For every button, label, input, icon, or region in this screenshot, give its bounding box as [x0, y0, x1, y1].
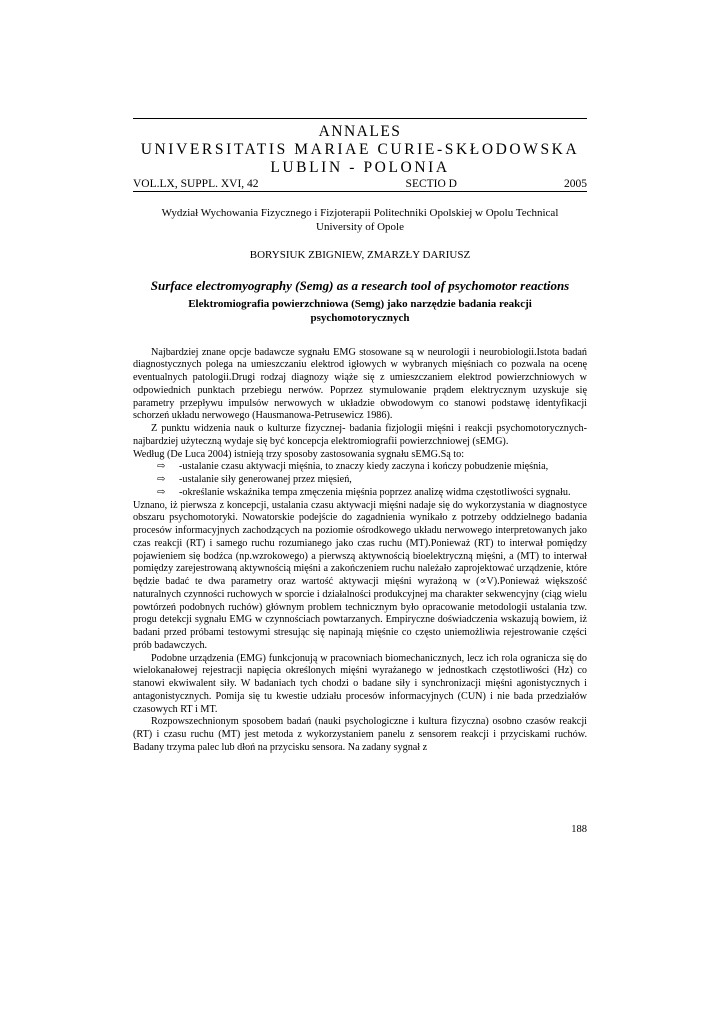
paragraph: Z punktu widzenia nauk o kulturze fizycznej- badania fizjologii mięśni i reakcji psychomotorycznych- najbardziej użyteczną wydaje się być koncepcja elektromiografii powierzchniowej (sEMG). [133, 423, 587, 447]
volume-row [133, 178, 587, 191]
paragraph: Uznano, iż pierwsza z koncepcji, ustalania czasu aktywacji mięśni nadaje się do wykorzystania w diagnostyce obszaru psychomotoryki. Nowatorskie podejście do zagadnienia wynikało z potrzeby oddzielnego badania procesów informacyjnych zachodzących na poziomie ośrodkowego układu nerwowego interpretowanych jako czas reakcji (RT) i samego ruchu rozumianego jako czas ruchu (MT).Ponieważ (RT) to interwał pomiędzy pojawieniem się bodźca (np.wzrokowego) a pierwszą aktywnością bioelektryczną mięśni, a (MT) to interwał pomiędzy zarejestrowaną aktywnością mięśni a zakończeniem ruchu należało zaprojektować urządzenie, które będzie badać te dwa parametry oraz wartość aktywacji mięśni wyrażoną w (∝V).Ponieważ większość naturalnych czynności ruchowych w sporcie i działalności produkcyjnej ma charakter sekwencyjny (ciąg wielu powtórzeń podobnych ruchów) głównym problem technicznym było opracowanie metodologii ustalania tzw. progu detekcji sygnału EMG w czynnościach powtarzanych. Empiryczne doświadczenia wskazują bowiem, iż badani przed próbami testowymi stresując się napinają mięśnie co często uniemożliwia rejestrowanie części prób badawczych. [133, 499, 587, 651]
list-item-text: -ustalanie siły generowanej przez mięsień, [179, 474, 352, 485]
paper-subtitle: Elektromiografia powierzchniowa (Semg) jako narzędzie badania reakcji psychomotorycznych [188, 297, 532, 324]
paragraph: Według (De Luca 2004) istnieją trzy sposoby zastosowania sygnału sEMG.Są to: [133, 448, 465, 460]
paragraph: Rozpowszechnionym sposobem badań (nauki psychologiczne i kultura fizyczna) osobno czasów reakcji (RT) i czasu ruchu (MT) jest metoda z wykorzystaniem panelu z sensorem reakcji i przyciskami ruchów. Badany trzyma palec lub dłoń na przycisku sensora. Na zadany sygnał z [133, 716, 587, 753]
list-item [133, 461, 587, 474]
arrow-right-outline-icon: ⇨ [157, 461, 166, 473]
header-bottom-rule [133, 191, 587, 192]
list-item-text: -określanie wskaźnika tempa zmęczenia mięśnia poprzez analizę widma częstotliwości sygnału. [179, 486, 571, 498]
list-item-text: -ustalanie czasu aktywacji mięśnia, to znaczy kiedy zaczyna i kończy pobudzenie mięśnia, [179, 461, 549, 473]
top-rule [133, 118, 587, 119]
list-item [133, 474, 587, 487]
list-item [133, 487, 587, 500]
journal-name-line1: ANNALES [318, 123, 402, 140]
page [133, 118, 587, 755]
year-info: 2005 [563, 178, 587, 190]
paragraph: Podobne urządzenia (EMG) funkcjonują w pracowniach biomechanicznych, lecz ich rola ogranicza się do wielokanałowej rejestracji napięcia określonych mięśni wyrażanego w jednostkach częstotliwości (Hz) co stanowi ekwiwalent siły. W badaniach tych chodzi o badane siły i synchronizacji mięśni agonistycznych i antagonistycznych. Pomija się tu kwestie udziału procesów informacyjnych (CUN) i nie bada przedziałów czasowych RT i MT. [133, 652, 587, 715]
page-number: 188 [571, 824, 587, 835]
journal-name-line3: LUBLIN - POLONIA [270, 159, 450, 176]
affiliation: Wydział Wychowania Fizycznego i Fizjoterapii Politechniki Opolskiej w Opolu Technical University of Opole [161, 207, 559, 233]
journal-name-line2: UNIVERSITATIS MARIAE CURIE-SKŁODOWSKA [140, 141, 580, 158]
authors: BORYSIUK ZBIGNIEW, ZMARZŁY DARIUSZ [249, 249, 471, 261]
paper-title: Surface electromyography (Semg) as a research tool of psychomotor reactions [150, 278, 570, 293]
arrow-right-outline-icon: ⇨ [157, 474, 166, 485]
arrow-right-outline-icon: ⇨ [157, 486, 166, 498]
body-text [133, 347, 587, 755]
section-info: SECTIO D [405, 178, 457, 190]
paragraph: Najbardziej znane opcje badawcze sygnału EMG stosowane są w neurologii i neurobiologii.Istota badań diagnostycznych polega na umieszczaniu elektrod igłowych w wybranych mięśniach co pozwala na ocenę eventualnych patologii.Drugi rodzaj diagnozy wiąże się z umieszczaniem elektrod powierzchniowych w odpowiednich punktach przebiegu nerwów. Poprzez stymulowanie prądem elektrycznym uzyskuje się parametry przepływu impulsów nerwowych w układzie obwodowym co stanowi podstawę identyfikacji schorzeń układu nerwowego (Hausmanowa-Petrusewicz 1986). [133, 346, 587, 422]
volume-info: VOL.LX, SUPPL. XVI, 42 [133, 178, 259, 190]
